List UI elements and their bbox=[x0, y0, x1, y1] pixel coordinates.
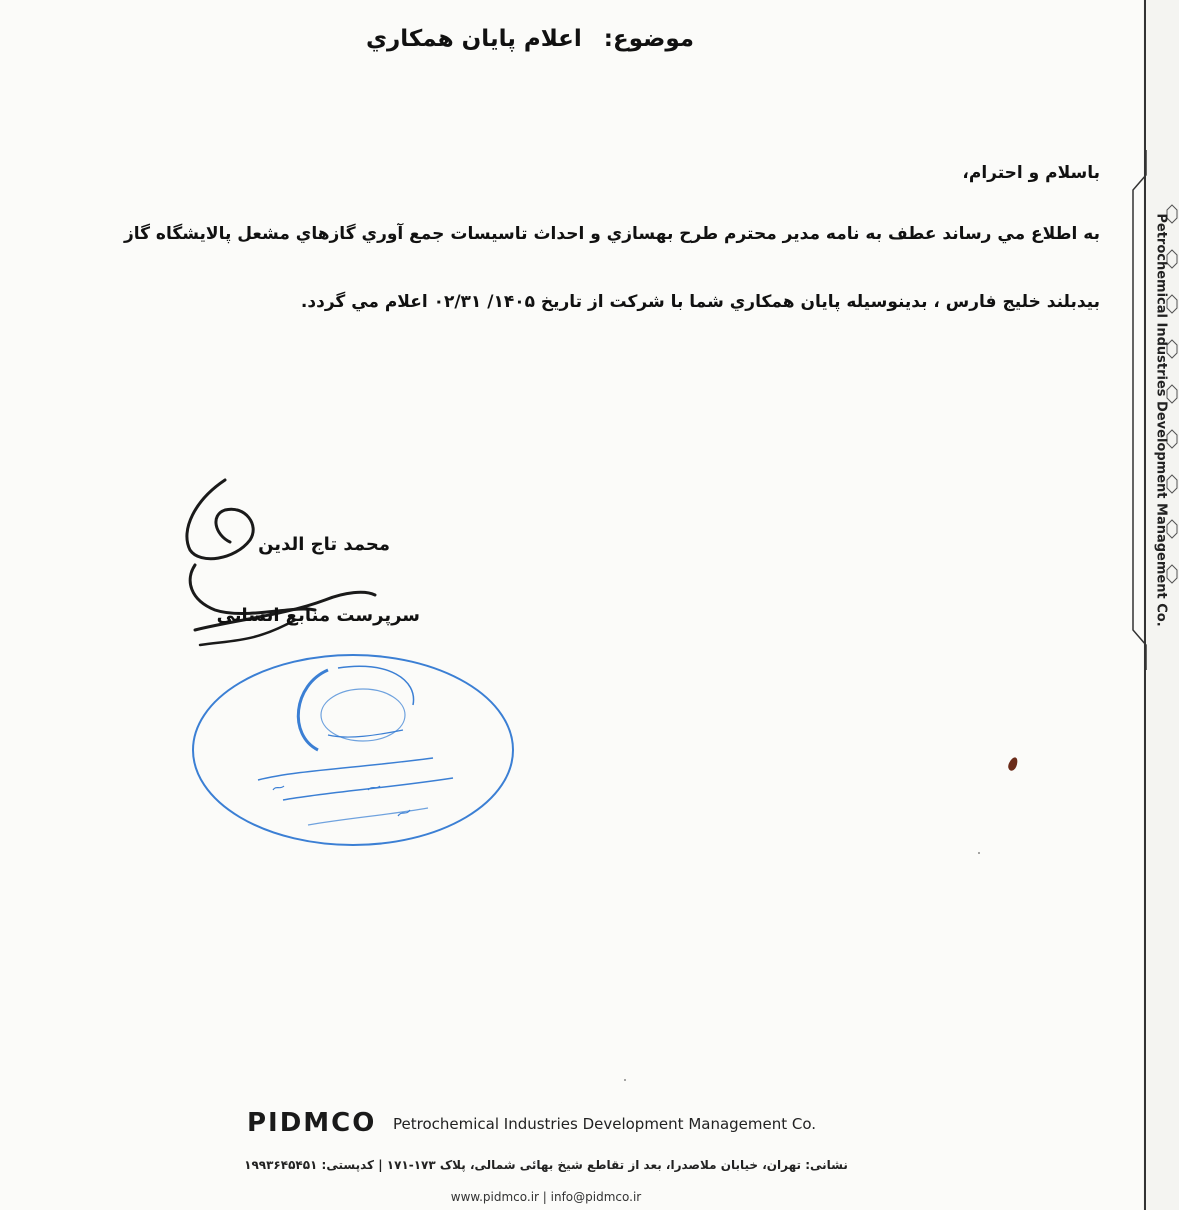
organization-stamp bbox=[188, 640, 518, 860]
ink-mark bbox=[1007, 756, 1020, 772]
subject-value: اعلام پايان همكاري bbox=[365, 26, 582, 52]
signatory-name: محمد تاج الدين bbox=[258, 534, 390, 555]
footer-web-contact: www.pidmco.ir | info@pidmco.ir bbox=[450, 1190, 642, 1204]
side-notch bbox=[1131, 150, 1151, 670]
subject-label: موضوع: bbox=[603, 26, 695, 52]
body-line-1: به اطلاع مي رساند عطف به نامه مدير محترم طرح بهسازي و احداث تاسيسات جمع آوري گازهاي مشعل پالايشگاه گاز bbox=[123, 224, 1100, 244]
body-line-2: بيدبلند خليج فارس ، بدينوسيله پايان همكاري شما با شركت از تاريخ ۱۴۰۵/ ۰۲/۳۱ اعلام مي گردد. bbox=[300, 292, 1100, 312]
letter-subject bbox=[300, 26, 760, 52]
paper-speck bbox=[978, 852, 980, 854]
greeting: باسلام و احترام، bbox=[962, 163, 1100, 183]
footer-address: نشانی: تهران، خیابان ملاصدرا، بعد از تقاطع شیخ بهائی شمالی، پلاک ۱۷۳-۱۷۱ | کدپستی: ۱۹۹۳۶۴۵۴۵۱ bbox=[244, 1158, 848, 1172]
side-band-text: Petrochemical Industries Development Management Co. bbox=[1153, 213, 1169, 627]
paper-speck bbox=[624, 1079, 626, 1081]
signatory-title: سرپرست منابع انسانی bbox=[216, 605, 420, 626]
footer-company-name: Petrochemical Industries Development Management Co. bbox=[393, 1115, 817, 1133]
company-logo: PIDMCO bbox=[247, 1108, 377, 1138]
